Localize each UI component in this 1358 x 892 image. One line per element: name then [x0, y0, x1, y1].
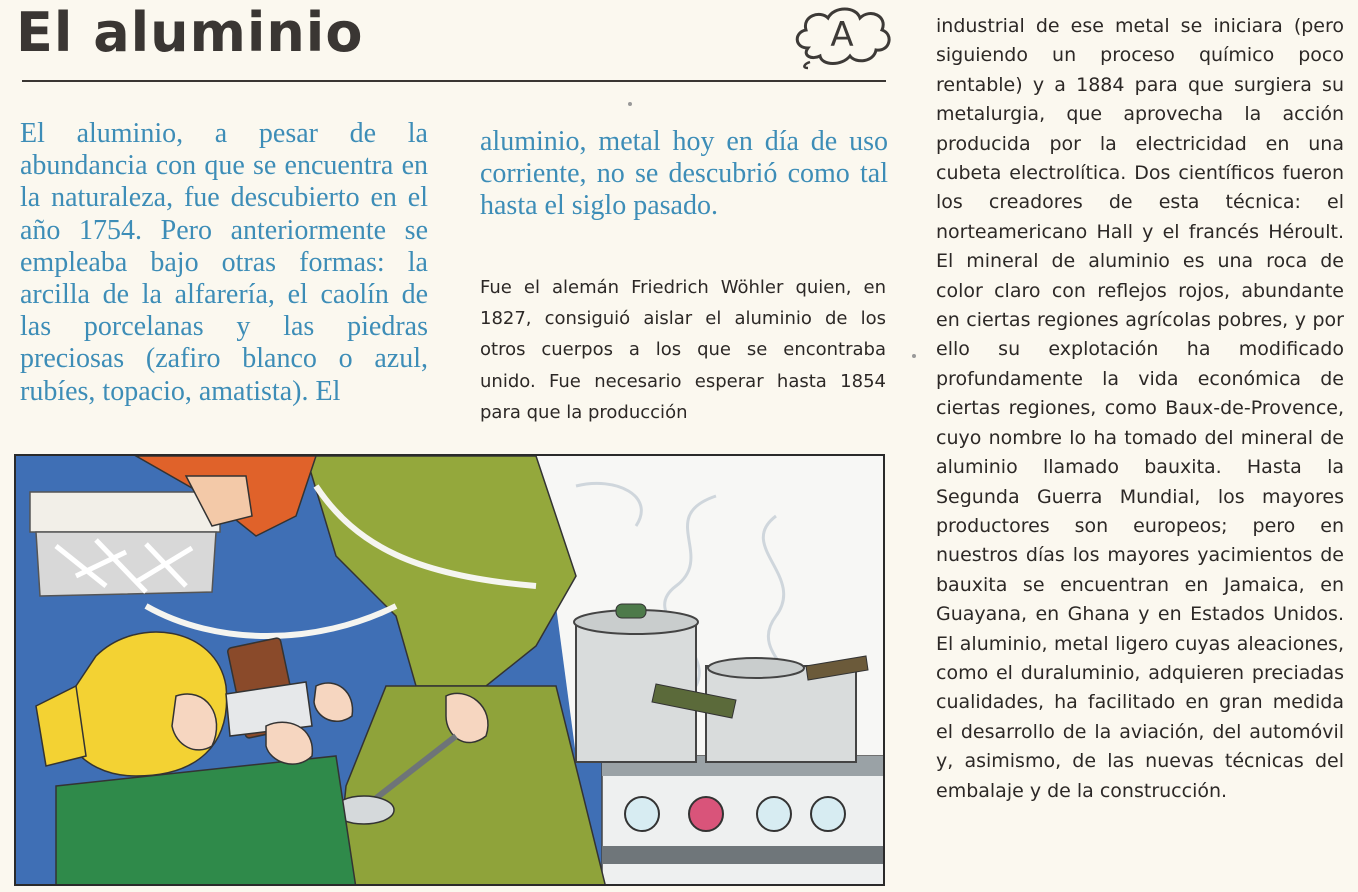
- body-column-right: industrial de ese metal se iniciara (pero siguiendo un proceso químico poco rentable) y a 1884 para que surgiera su metalurgia, que aprovecha la acción producida por la electricidad en una cubeta electrolítica. Dos científicos fueron los creadores de esta técnica: el norteamericano Hall y el francés Héroult. El mineral de aluminio es una roca de color claro con reflejos rojos, abundante en ciertas regiones agrícolas pobres, y por ello su explotación ha modificado profundamente la vida económica de ciertas regiones, como Baux-de-Provence, cuyo nombre lo ha tomado del mineral de aluminio llamado bauxita. Hasta la Segunda Guerra Mundial, los mayores productores son europeos; pero en nuestros días los mayores yacimientos de bauxita se encuentran en Jamaica, en Guayana, en Ghana y en Estados Unidos. El aluminio, metal ligero cuyas aleaciones, como el duraluminio, adquieren preciadas cualidades, ha facilitado en gran medida el desarrollo de la aviación, del automóvil y, asimismo, de las nuevas técnicas del embalaje y de la construcción.: [936, 15, 1344, 802]
- badge-letter: A: [830, 15, 854, 55]
- page-title: El aluminio: [16, 1, 364, 64]
- intro-paragraph-left: El aluminio, a pesar de la abundancia con que se encuentra en la naturaleza, fue descubierto en el año 1754. Pero anteriormente se empleaba bajo otras formas: la arcilla de la alfarería, el caolín de las porcelanas y las piedras preciosas (zafiro blanco o azul, rubíes, topacio, amatista). El: [20, 118, 428, 407]
- print-speck: [628, 102, 632, 106]
- intro-paragraph-right: aluminio, metal hoy en día de uso corriente, no se descubrió como tal hasta el siglo pasado.: [480, 126, 888, 222]
- title-rule: [22, 80, 886, 82]
- kitchen-illustration: [14, 454, 885, 886]
- body-column-middle: Fue el alemán Friedrich Wöhler quien, en 1827, consiguió aislar el aluminio de los otros cuerpos a los que se encontraba unido. Fue necesario esperar hasta 1854 para que la producción: [480, 277, 886, 423]
- print-speck: [912, 354, 916, 358]
- kitchen-scene-image: [16, 456, 885, 886]
